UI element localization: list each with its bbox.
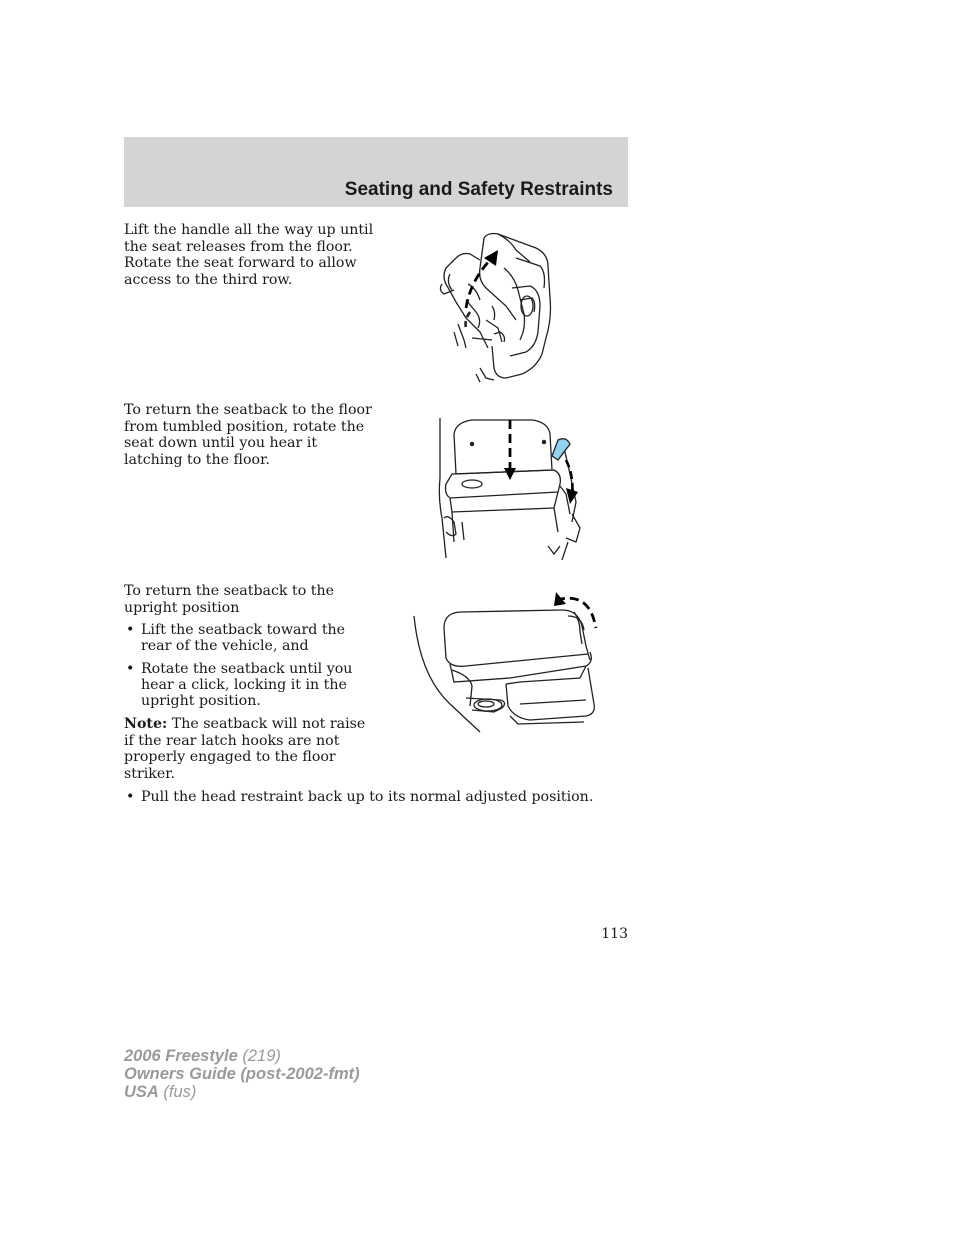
instruction-return-upright: To return the seatback to the upright position [124, 583, 335, 616]
document-footer [124, 1047, 360, 1101]
list-item: • Rotate the seatback until you hear a click, locking it in the upright position. [124, 661, 376, 710]
note-paragraph [124, 716, 376, 782]
seat-tumble-forward-illustration [436, 228, 556, 386]
note-label: Note: [124, 716, 168, 732]
footer-line-guide: Owners Guide (post-2002-fmt) [124, 1065, 360, 1083]
footer-line-region: USA (fus) [124, 1083, 197, 1101]
section-header-band [124, 137, 628, 207]
seat-raise-upright-illustration [410, 586, 602, 736]
instruction-return-to-floor: To return the seatback to the floor from tumbled position, rotate the seat down until you hear it latching to the floor. [124, 402, 372, 468]
upright-steps-list [124, 622, 376, 715]
note-text: The seatback will not raise if the rear latch hooks are not properly engaged to the floor striker. [124, 716, 366, 782]
list-item: • Lift the seatback toward the rear of the vehicle, and [124, 622, 376, 655]
list-item: • Pull the head restraint back up to its normal adjusted position. [124, 789, 644, 805]
instruction-tumble-seat: Lift the handle all the way up until the seat releases from the floor. Rotate the seat forward to allow access to the third row. [124, 222, 374, 288]
seat-return-floor-illustration [436, 418, 586, 560]
head-restraint-step-list [124, 789, 644, 805]
page-number: 113 [601, 926, 628, 942]
section-title: Seating and Safety Restraints [344, 179, 613, 200]
footer-line-model: 2006 Freestyle (219) [124, 1047, 281, 1065]
